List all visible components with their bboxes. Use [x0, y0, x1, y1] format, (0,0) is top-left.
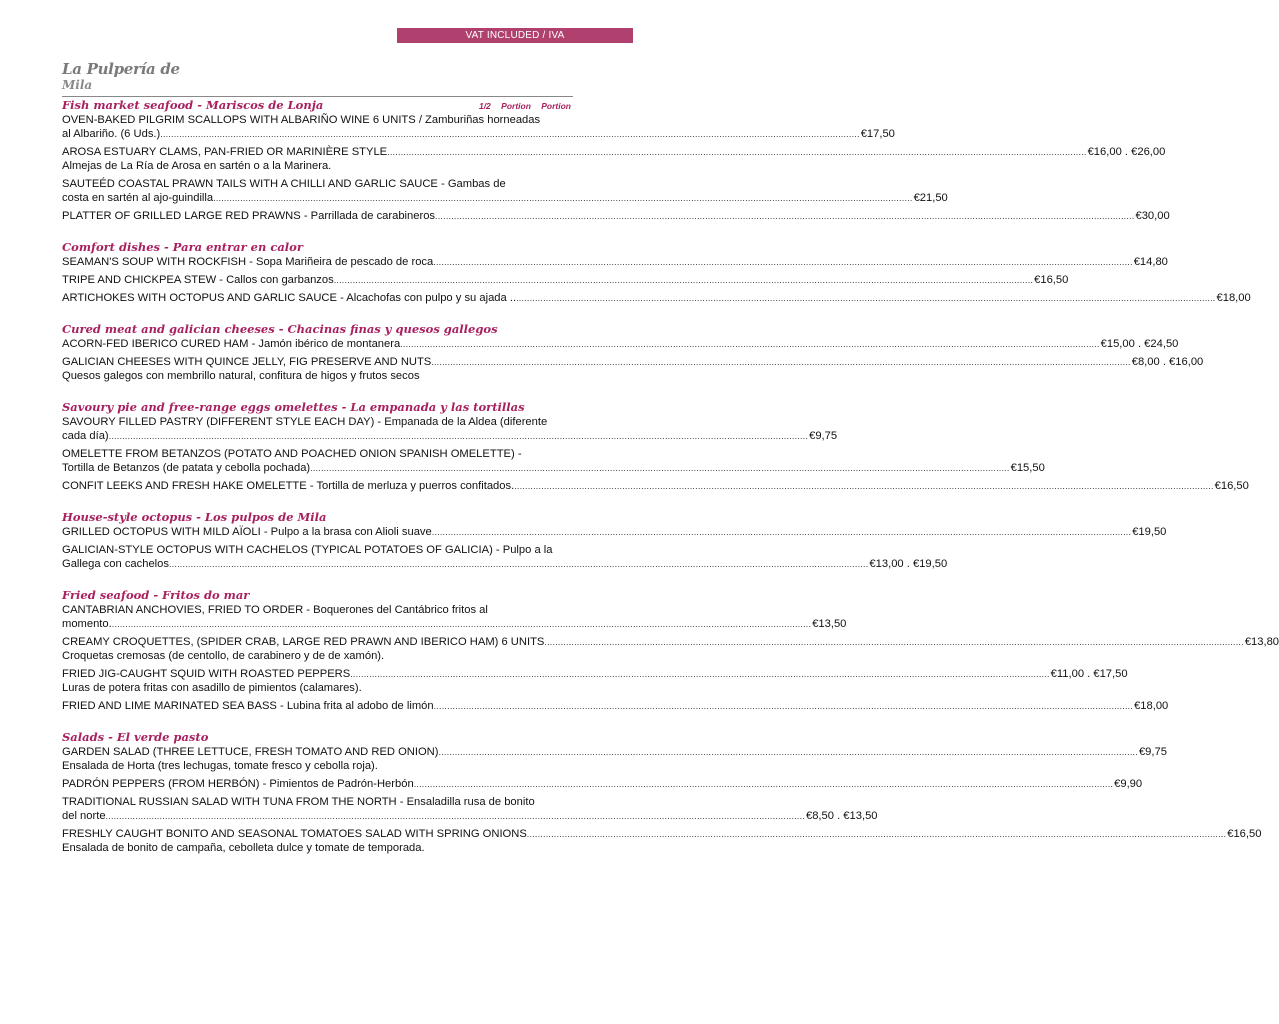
item-price-row — [62, 635, 1279, 649]
menu-item — [62, 177, 948, 205]
menu-item — [62, 827, 1262, 855]
item-name: GRILLED OCTOPUS WITH MILD AÏOLI - Pulpo a la brasa con Alioli suave — [62, 526, 432, 538]
item-name: CONFIT LEEKS AND FRESH HAKE OMELETTE - Tortilla de merluza y puerros confitados. — [62, 480, 515, 492]
item-name: cada día) — [62, 430, 109, 442]
item-name-line: GALICIAN-STYLE OCTOPUS WITH CACHELOS (TYPICAL POTATOES OF GALICIA) - Pulpo a la — [62, 544, 553, 556]
item-price: €11,00 . €17,50 — [1050, 668, 1128, 680]
item-description: Ensalada de Horta (tres lechugas, tomate fresco y cebolla roja). — [62, 760, 378, 772]
menu-content — [62, 97, 1279, 859]
item-description: Almejas de La Ría de Arosa en sartén o a la Marinera. — [62, 160, 332, 172]
item-price: €17,50 — [860, 128, 895, 140]
item-name: ARTICHOKES WITH OCTOPUS AND GARLIC SAUCE - Alcachofas con pulpo y su ajada .. — [62, 292, 517, 304]
section-title — [62, 97, 577, 113]
item-price: €8,00 . €16,00 — [1131, 356, 1204, 368]
menu-item — [62, 667, 1128, 695]
item-description: Ensalada de bonito de campaña, cebolleta dulce y tomate de temporada. — [62, 842, 425, 854]
item-name: Tortilla de Betanzos (de patata y cebolla pochada) — [62, 462, 311, 474]
item-price: €15,00 . €24,50 — [1100, 338, 1179, 350]
dot-leader — [350, 667, 1049, 681]
menu-item — [62, 745, 1167, 773]
dot-leader — [434, 699, 1133, 713]
item-price: €9,75 — [1138, 746, 1167, 758]
item-name-line: SAUTEÉD COASTAL PRAWN TAILS WITH A CHILLI AND GARLIC SAUCE - Gambas de — [62, 178, 506, 190]
section-title-text: Fried seafood - Fritos do mar — [62, 588, 250, 602]
restaurant-logo — [62, 60, 180, 92]
menu-item — [62, 543, 948, 571]
item-name: momento. — [62, 618, 112, 630]
item-name-line: OMELETTE FROM BETANZOS (POTATO AND POACHED ONION SPANISH OMELETTE) - — [62, 448, 522, 460]
item-name: del norte — [62, 810, 106, 822]
item-price: €19,50 — [1132, 526, 1167, 538]
item-price-row — [62, 337, 1179, 351]
item-name: FRIED AND LIME MARINATED SEA BASS - Lubina frita al adobo de limón — [62, 700, 434, 712]
dot-leader — [400, 337, 1099, 351]
section-title-text: Cured meat and galician cheeses - Chacinas finas y quesos gallegos — [62, 322, 498, 336]
item-price-row — [62, 461, 1045, 475]
dot-leader — [527, 827, 1226, 841]
item-price: €9,75 — [809, 430, 838, 442]
item-price-row — [62, 745, 1167, 759]
menu-item — [62, 479, 1249, 493]
item-price: €9,90 — [1114, 778, 1143, 790]
menu-item — [62, 145, 1166, 173]
item-name: PADRÓN PEPPERS (FROM HERBÓN) - Pimientos de Padrón-Herbón — [62, 778, 414, 790]
dot-leader — [431, 355, 1130, 369]
section-title-text: Savoury pie and free-range eggs omelettes - La empanada y las tortillas — [62, 400, 525, 414]
item-price: €15,50 — [1010, 462, 1045, 474]
section-title-text: Comfort dishes - Para entrar en calor — [62, 240, 303, 254]
section-title — [62, 399, 577, 415]
menu-item — [62, 699, 1169, 713]
menu-item — [62, 795, 878, 823]
section-title-text: House-style octopus - Los pulpos de Mila — [62, 510, 327, 524]
menu-item — [62, 113, 895, 141]
item-price: €16,50 — [1214, 480, 1249, 492]
menu-section — [62, 729, 1262, 855]
menu-item — [62, 525, 1167, 539]
item-price-row — [62, 617, 847, 631]
item-name: ACORN-FED IBERICO CURED HAM - Jamón ibérico de montanera — [62, 338, 401, 350]
item-price-row — [62, 255, 1168, 269]
menu-item — [62, 603, 847, 631]
portion-headers: 1/2 Portion Portion — [478, 101, 571, 111]
menu-item — [62, 255, 1168, 269]
item-price: €13,00 . €19,50 — [869, 558, 948, 570]
menu-section — [62, 587, 1279, 713]
dot-leader — [160, 127, 859, 141]
item-name-line: CANTABRIAN ANCHOVIES, FRIED TO ORDER - Boquerones del Cantábrico fritos al — [62, 604, 488, 616]
dot-leader — [387, 145, 1086, 159]
item-name: FRIED JIG-CAUGHT SQUID WITH ROASTED PEPPERS — [62, 668, 351, 680]
menu-section — [62, 321, 1204, 383]
item-price-row — [62, 667, 1128, 681]
section-title — [62, 509, 577, 525]
item-price-row — [62, 291, 1251, 305]
dot-leader — [213, 191, 912, 205]
logo-line2: Mila — [62, 78, 93, 92]
dot-leader — [439, 745, 1138, 759]
item-name-line: TRADITIONAL RUSSIAN SALAD WITH TUNA FROM THE NORTH - Ensaladilla rusa de bonito — [62, 796, 535, 808]
item-name: SEAMAN'S SOUP WITH ROCKFISH - Sopa Mariñeira de pescado de roca — [62, 256, 434, 268]
section-title — [62, 729, 577, 745]
item-description: Quesos galegos con membrillo natural, confitura de higos y frutos secos — [62, 370, 420, 382]
item-price: €14,80 — [1133, 256, 1168, 268]
section-title — [62, 239, 577, 255]
dot-leader — [432, 525, 1131, 539]
vat-banner: VAT INCLUDED / IVA — [397, 28, 633, 43]
item-price: €18,00 — [1216, 292, 1251, 304]
item-name: CREAMY CROQUETTES, (SPIDER CRAB, LARGE RED PRAWN AND IBERICO HAM) 6 UNITS — [62, 636, 545, 648]
menu-item — [62, 635, 1279, 663]
item-price-row — [62, 699, 1169, 713]
item-name: FRESHLY CAUGHT BONITO AND SEASONAL TOMATOES SALAD WITH SPRING ONIONS — [62, 828, 527, 840]
item-price: €16,50 — [1227, 828, 1262, 840]
item-name: al Albariño. (6 Uds.) — [62, 128, 161, 140]
menu-item — [62, 415, 838, 443]
dot-leader — [435, 209, 1134, 223]
item-price-row — [62, 209, 1170, 223]
section-title-text: Salads - El verde pasto — [62, 730, 209, 744]
item-price-row — [62, 273, 1069, 287]
item-name: Gallega con cachelos — [62, 558, 169, 570]
item-price: €13,50 — [812, 618, 847, 630]
item-price-row — [62, 479, 1249, 493]
item-price: €30,00 — [1135, 210, 1170, 222]
menu-item — [62, 447, 1045, 475]
item-description: Croquetas cremosas (de centollo, de carabinero y de de xamón). — [62, 650, 385, 662]
menu-item — [62, 337, 1179, 351]
item-price-row — [62, 127, 895, 141]
section-title — [62, 587, 577, 603]
item-price-row — [62, 525, 1167, 539]
item-price: €18,00 — [1134, 700, 1169, 712]
item-price-row — [62, 355, 1204, 369]
menu-item — [62, 273, 1069, 287]
menu-item — [62, 777, 1143, 791]
item-description: Luras de potera fritas con asadillo de pimientos (calamares). — [62, 682, 362, 694]
item-price-row — [62, 429, 838, 443]
dot-leader — [433, 255, 1132, 269]
menu-item — [62, 291, 1251, 305]
item-name-line: OVEN-BAKED PILGRIM SCALLOPS WITH ALBARIÑO WINE 6 UNITS / Zamburiñas horneadas — [62, 114, 541, 126]
dot-leader — [310, 461, 1009, 475]
item-price: €13,80 — [1244, 636, 1279, 648]
item-price-row — [62, 191, 948, 205]
dot-leader — [169, 557, 868, 571]
logo-line1: La Pulpería de — [62, 60, 180, 78]
dot-leader — [544, 635, 1243, 649]
item-name: GARDEN SALAD (THREE LETTUCE, FRESH TOMATO AND RED ONION) — [62, 746, 439, 758]
item-price: €8,50 . €13,50 — [805, 810, 878, 822]
dot-leader — [106, 809, 805, 823]
dot-leader — [112, 617, 811, 631]
item-price: €16,50 — [1034, 274, 1069, 286]
menu-section — [62, 97, 1170, 223]
dot-leader — [334, 273, 1033, 287]
item-price-row — [62, 777, 1143, 791]
menu-item — [62, 209, 1170, 223]
section-title — [62, 321, 577, 337]
item-name-line: SAVOURY FILLED PASTRY (DIFFERENT STYLE EACH DAY) - Empanada de la Aldea (diferente — [62, 416, 548, 428]
dot-leader — [109, 429, 808, 443]
menu-section — [62, 239, 1251, 305]
item-price-row — [62, 557, 948, 571]
menu-section — [62, 509, 1167, 571]
dot-leader — [514, 479, 1213, 493]
item-price: €21,50 — [913, 192, 948, 204]
item-price-row — [62, 827, 1262, 841]
item-name: GALICIAN CHEESES WITH QUINCE JELLY, FIG PRESERVE AND NUTS — [62, 356, 432, 368]
item-name: TRIPE AND CHICKPEA STEW - Callos con garbanzos — [62, 274, 334, 286]
dot-leader — [414, 777, 1113, 791]
item-price-row — [62, 809, 878, 823]
menu-section — [62, 399, 1249, 493]
item-price-row — [62, 145, 1166, 159]
item-name: PLATTER OF GRILLED LARGE RED PRAWNS - Parrillada de carabineros — [62, 210, 436, 222]
item-name: AROSA ESTUARY CLAMS, PAN-FRIED OR MARINIÈRE STYLE — [62, 146, 388, 158]
menu-item — [62, 355, 1204, 383]
item-name: costa en sartén al ajo-guindilla — [62, 192, 214, 204]
item-price: €16,00 . €26,00 — [1087, 146, 1166, 158]
section-title-text: Fish market seafood - Mariscos de Lonja — [62, 98, 324, 112]
dot-leader — [516, 291, 1215, 305]
